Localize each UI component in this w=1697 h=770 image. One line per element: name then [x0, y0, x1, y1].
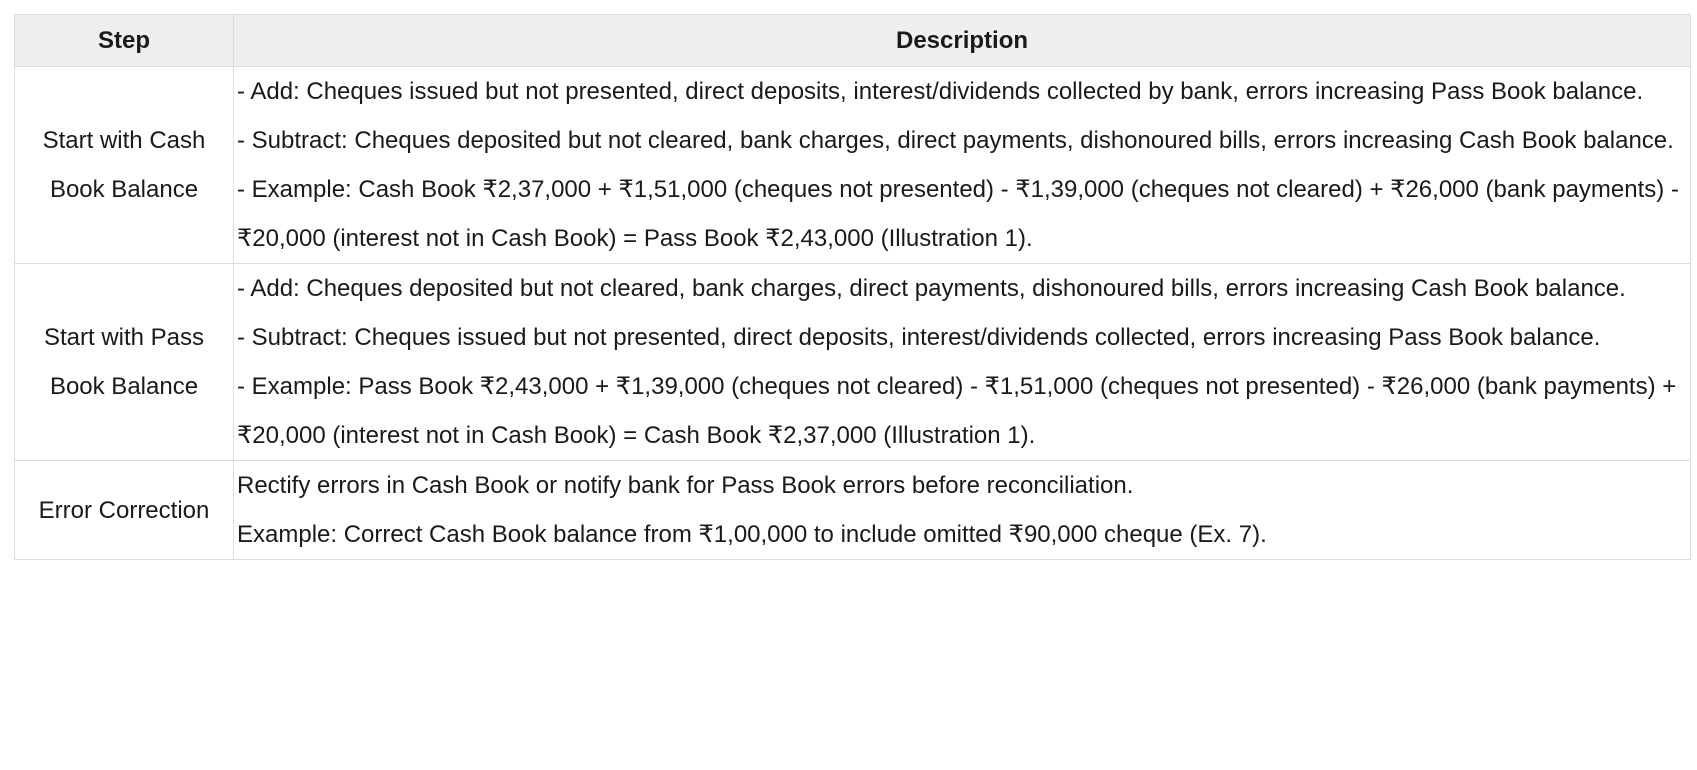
description-line: Example: Correct Cash Book balance from ₹1,00,000 to include omitted ₹90,000 cheque (Ex. 7). [237, 521, 1267, 548]
step-cell: Error Correction [15, 461, 234, 560]
table-row [15, 264, 1691, 461]
description-line: - Subtract: Cheques deposited but not cleared, bank charges, direct payments, dishonoured bills, errors increasing Cash Book balance. [237, 127, 1674, 154]
table-header-row [15, 15, 1691, 67]
table-row [15, 67, 1691, 264]
description-line: - Subtract: Cheques issued but not presented, direct deposits, interest/dividends collected, errors increasing Pass Book balance. [237, 324, 1601, 351]
description-cell [234, 264, 1691, 461]
description-line: - Add: Cheques deposited but not cleared, bank charges, direct payments, dishonoured bills, errors increasing Cash Book balance. [237, 275, 1626, 302]
description-line: - Add: Cheques issued but not presented, direct deposits, interest/dividends collected by bank, errors increasing Pass Book balance. [237, 78, 1644, 105]
description-line: - Example: Pass Book ₹2,43,000 + ₹1,39,000 (cheques not cleared) - ₹1,51,000 (cheques not presented) - ₹26,000 (bank payments) + ₹20,000 (interest not in Cash Book) = Cash Book ₹2,37,000 (Illustration 1). [237, 373, 1677, 449]
description-line: - Example: Cash Book ₹2,37,000 + ₹1,51,000 (cheques not presented) - ₹1,39,000 (cheques not cleared) + ₹26,000 (bank payments) - ₹20,000 (interest not in Cash Book) = Pass Book ₹2,43,000 (Illustration 1). [237, 176, 1679, 252]
step-cell: Start with Cash Book Balance [15, 67, 234, 264]
description-cell [234, 67, 1691, 264]
table-row [15, 461, 1691, 560]
description-line: Rectify errors in Cash Book or notify bank for Pass Book errors before reconciliation. [237, 472, 1134, 499]
step-cell: Start with Pass Book Balance [15, 264, 234, 461]
header-description: Description [234, 15, 1691, 67]
reconciliation-steps-table [14, 14, 1691, 560]
description-cell [234, 461, 1691, 560]
reconciliation-table-container [14, 14, 1690, 560]
header-step: Step [15, 15, 234, 67]
